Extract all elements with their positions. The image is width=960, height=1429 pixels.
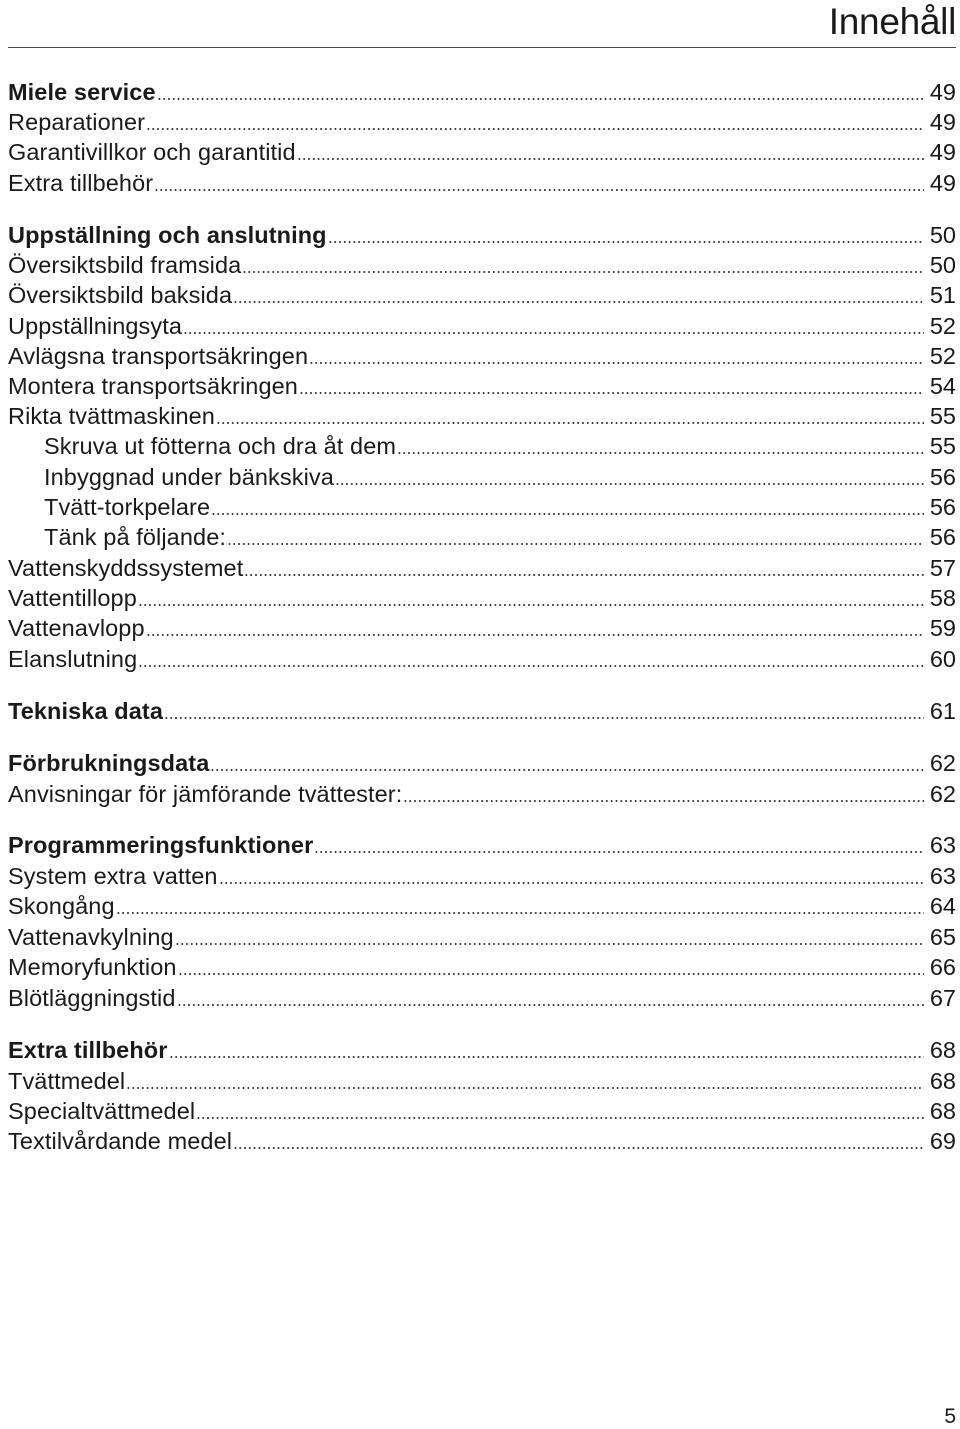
toc-entry-page: 63 (929, 863, 956, 889)
toc-entry-page: 69 (929, 1128, 956, 1154)
toc-entry-page: 49 (929, 109, 956, 135)
toc-entry-label: Anvisningar för jämförande tvättester: (8, 781, 403, 807)
toc-entry[interactable] (8, 371, 956, 401)
toc-entry-label: Programmeringsfunktioner (8, 832, 314, 858)
toc-entry[interactable] (8, 861, 956, 891)
toc-entry-label: Avlägsna transportsäkringen (8, 343, 309, 369)
toc-entry-page: 55 (929, 433, 956, 459)
toc-entry[interactable] (8, 1035, 956, 1065)
dot-leader (138, 583, 924, 613)
dot-leader (314, 830, 924, 860)
dot-leader (242, 250, 924, 280)
dot-leader (211, 492, 924, 522)
toc-entry[interactable] (8, 1096, 956, 1126)
dot-leader (146, 107, 924, 137)
toc-entry-page: 49 (929, 79, 956, 105)
dot-leader (183, 311, 924, 341)
toc-entry[interactable] (8, 748, 956, 778)
toc-entry-page: 52 (929, 313, 956, 339)
toc-entry[interactable] (8, 613, 956, 643)
toc-entry-label: Tvätt-torkpelare (44, 494, 211, 520)
toc-entry-label: Extra tillbehör (8, 1037, 168, 1063)
dot-leader (126, 1066, 924, 1096)
toc-entry-page: 67 (929, 985, 956, 1011)
toc-entry-page: 65 (929, 924, 956, 950)
toc-entry-label: Textilvårdande medel (8, 1128, 233, 1154)
dot-leader (177, 983, 924, 1013)
toc-entry-page: 56 (929, 524, 956, 550)
toc-entry[interactable] (8, 107, 956, 137)
toc-entry-page: 62 (929, 781, 956, 807)
toc-entry[interactable] (8, 1126, 956, 1156)
toc-entry[interactable] (8, 220, 956, 250)
dot-leader (233, 280, 924, 310)
toc-entry[interactable] (8, 168, 956, 198)
toc-entry[interactable] (8, 431, 956, 461)
page-title: Innehåll (828, 1, 956, 42)
toc-entry[interactable] (8, 830, 956, 860)
toc-entry-page: 61 (929, 698, 956, 724)
dot-leader (335, 462, 924, 492)
toc-entry-label: System extra vatten (8, 863, 218, 889)
toc-entry-label: Memoryfunktion (8, 954, 177, 980)
toc-entry-page: 50 (929, 222, 956, 248)
toc-entry[interactable] (8, 77, 956, 107)
toc-entry[interactable] (8, 553, 956, 583)
toc-entry[interactable] (8, 250, 956, 280)
toc-entry-label: Uppställningsyta (8, 313, 183, 339)
toc-entry-page: 50 (929, 252, 956, 278)
toc-entry-page: 68 (929, 1037, 956, 1063)
dot-leader (244, 553, 924, 583)
toc-entry-label: Översiktsbild baksida (8, 282, 233, 308)
toc-entry[interactable] (8, 644, 956, 674)
dot-leader (299, 371, 924, 401)
toc-entry-page: 63 (929, 832, 956, 858)
toc-entry-label: Miele service (8, 79, 156, 105)
toc-entry[interactable] (8, 462, 956, 492)
toc-entry-page: 64 (929, 893, 956, 919)
toc-entry-label: Garantivillkor och garantitid (8, 139, 296, 165)
toc-entry-page: 51 (929, 282, 956, 308)
toc-entry[interactable] (8, 280, 956, 310)
toc-entry-page: 57 (929, 555, 956, 581)
toc-entry-label: Inbyggnad under bänkskiva (44, 464, 334, 490)
toc-entry-label: Vattenavlopp (8, 615, 145, 641)
toc-entry[interactable] (8, 137, 956, 167)
toc-entry[interactable] (8, 779, 956, 809)
dot-leader (309, 341, 924, 371)
toc-entry[interactable] (8, 522, 956, 552)
toc-entry[interactable] (8, 583, 956, 613)
toc-entry-label: Reparationer (8, 109, 146, 135)
toc-entry[interactable] (8, 922, 956, 952)
toc-entry-label: Översiktsbild framsida (8, 252, 242, 278)
dot-leader (227, 522, 924, 552)
toc-entry-label: Vattentillopp (8, 585, 137, 611)
toc-entry-label: Tänk på följande: (44, 524, 226, 550)
toc-entry[interactable] (8, 983, 956, 1013)
toc-entry[interactable] (8, 952, 956, 982)
toc-entry-page: 55 (929, 403, 956, 429)
dot-leader (233, 1126, 924, 1156)
toc-entry-label: Extra tillbehör (8, 170, 154, 196)
dot-leader (219, 861, 924, 891)
dot-leader (157, 77, 924, 107)
dot-leader (297, 137, 924, 167)
dot-leader (397, 431, 924, 461)
dot-leader (216, 401, 924, 431)
dot-leader (169, 1035, 924, 1065)
toc-entry-label: Vattenavkylning (8, 924, 174, 950)
toc-entry-page: 52 (929, 343, 956, 369)
toc-entry[interactable] (8, 311, 956, 341)
dot-leader (116, 891, 924, 921)
dot-leader (178, 952, 924, 982)
toc-entry[interactable] (8, 492, 956, 522)
toc-entry-page: 58 (929, 585, 956, 611)
toc-entry-label: Tekniska data (8, 698, 163, 724)
toc-entry-page: 68 (929, 1098, 956, 1124)
dot-leader (146, 613, 924, 643)
toc-entry-page: 60 (929, 646, 956, 672)
toc-entry-label: Montera transportsäkringen (8, 373, 298, 399)
toc-entry-page: 56 (929, 464, 956, 490)
header-divider (8, 47, 956, 48)
dot-leader (154, 168, 924, 198)
toc-entry[interactable] (8, 401, 956, 431)
dot-leader (175, 922, 924, 952)
dot-leader (138, 644, 924, 674)
toc-entry-page: 49 (929, 170, 956, 196)
toc-entry-page: 56 (929, 494, 956, 520)
toc-entry-label: Specialtvättmedel (8, 1098, 196, 1124)
toc-entry-page: 59 (929, 615, 956, 641)
toc-entry-label: Skruva ut fötterna och dra åt dem (44, 433, 397, 459)
toc-entry-label: Elanslutning (8, 646, 138, 672)
dot-leader (196, 1096, 924, 1126)
toc-entry-label: Rikta tvättmaskinen (8, 403, 215, 429)
toc-entry-label: Blötläggningstid (8, 985, 176, 1011)
toc-entry-page: 66 (929, 954, 956, 980)
toc-entry[interactable] (8, 891, 956, 921)
toc-entry-label: Uppställning och anslutning (8, 222, 327, 248)
toc-entry-page: 68 (929, 1068, 956, 1094)
page-number: 5 (944, 1405, 956, 1428)
toc-entry-page: 54 (929, 373, 956, 399)
toc-entry-page: 49 (929, 139, 956, 165)
toc-entry[interactable] (8, 1066, 956, 1096)
toc-entry-label: Förbrukningsdata (8, 750, 210, 776)
toc-entry-label: Vattenskyddssystemet (8, 555, 244, 581)
dot-leader (403, 779, 924, 809)
toc-entry-label: Tvättmedel (8, 1068, 126, 1094)
dot-leader (328, 220, 924, 250)
toc-entry-page: 62 (929, 750, 956, 776)
toc-entry-label: Skongång (8, 893, 115, 919)
toc-entry[interactable] (8, 341, 956, 371)
toc-entry[interactable] (8, 696, 956, 726)
dot-leader (210, 748, 924, 778)
dot-leader (164, 696, 924, 726)
